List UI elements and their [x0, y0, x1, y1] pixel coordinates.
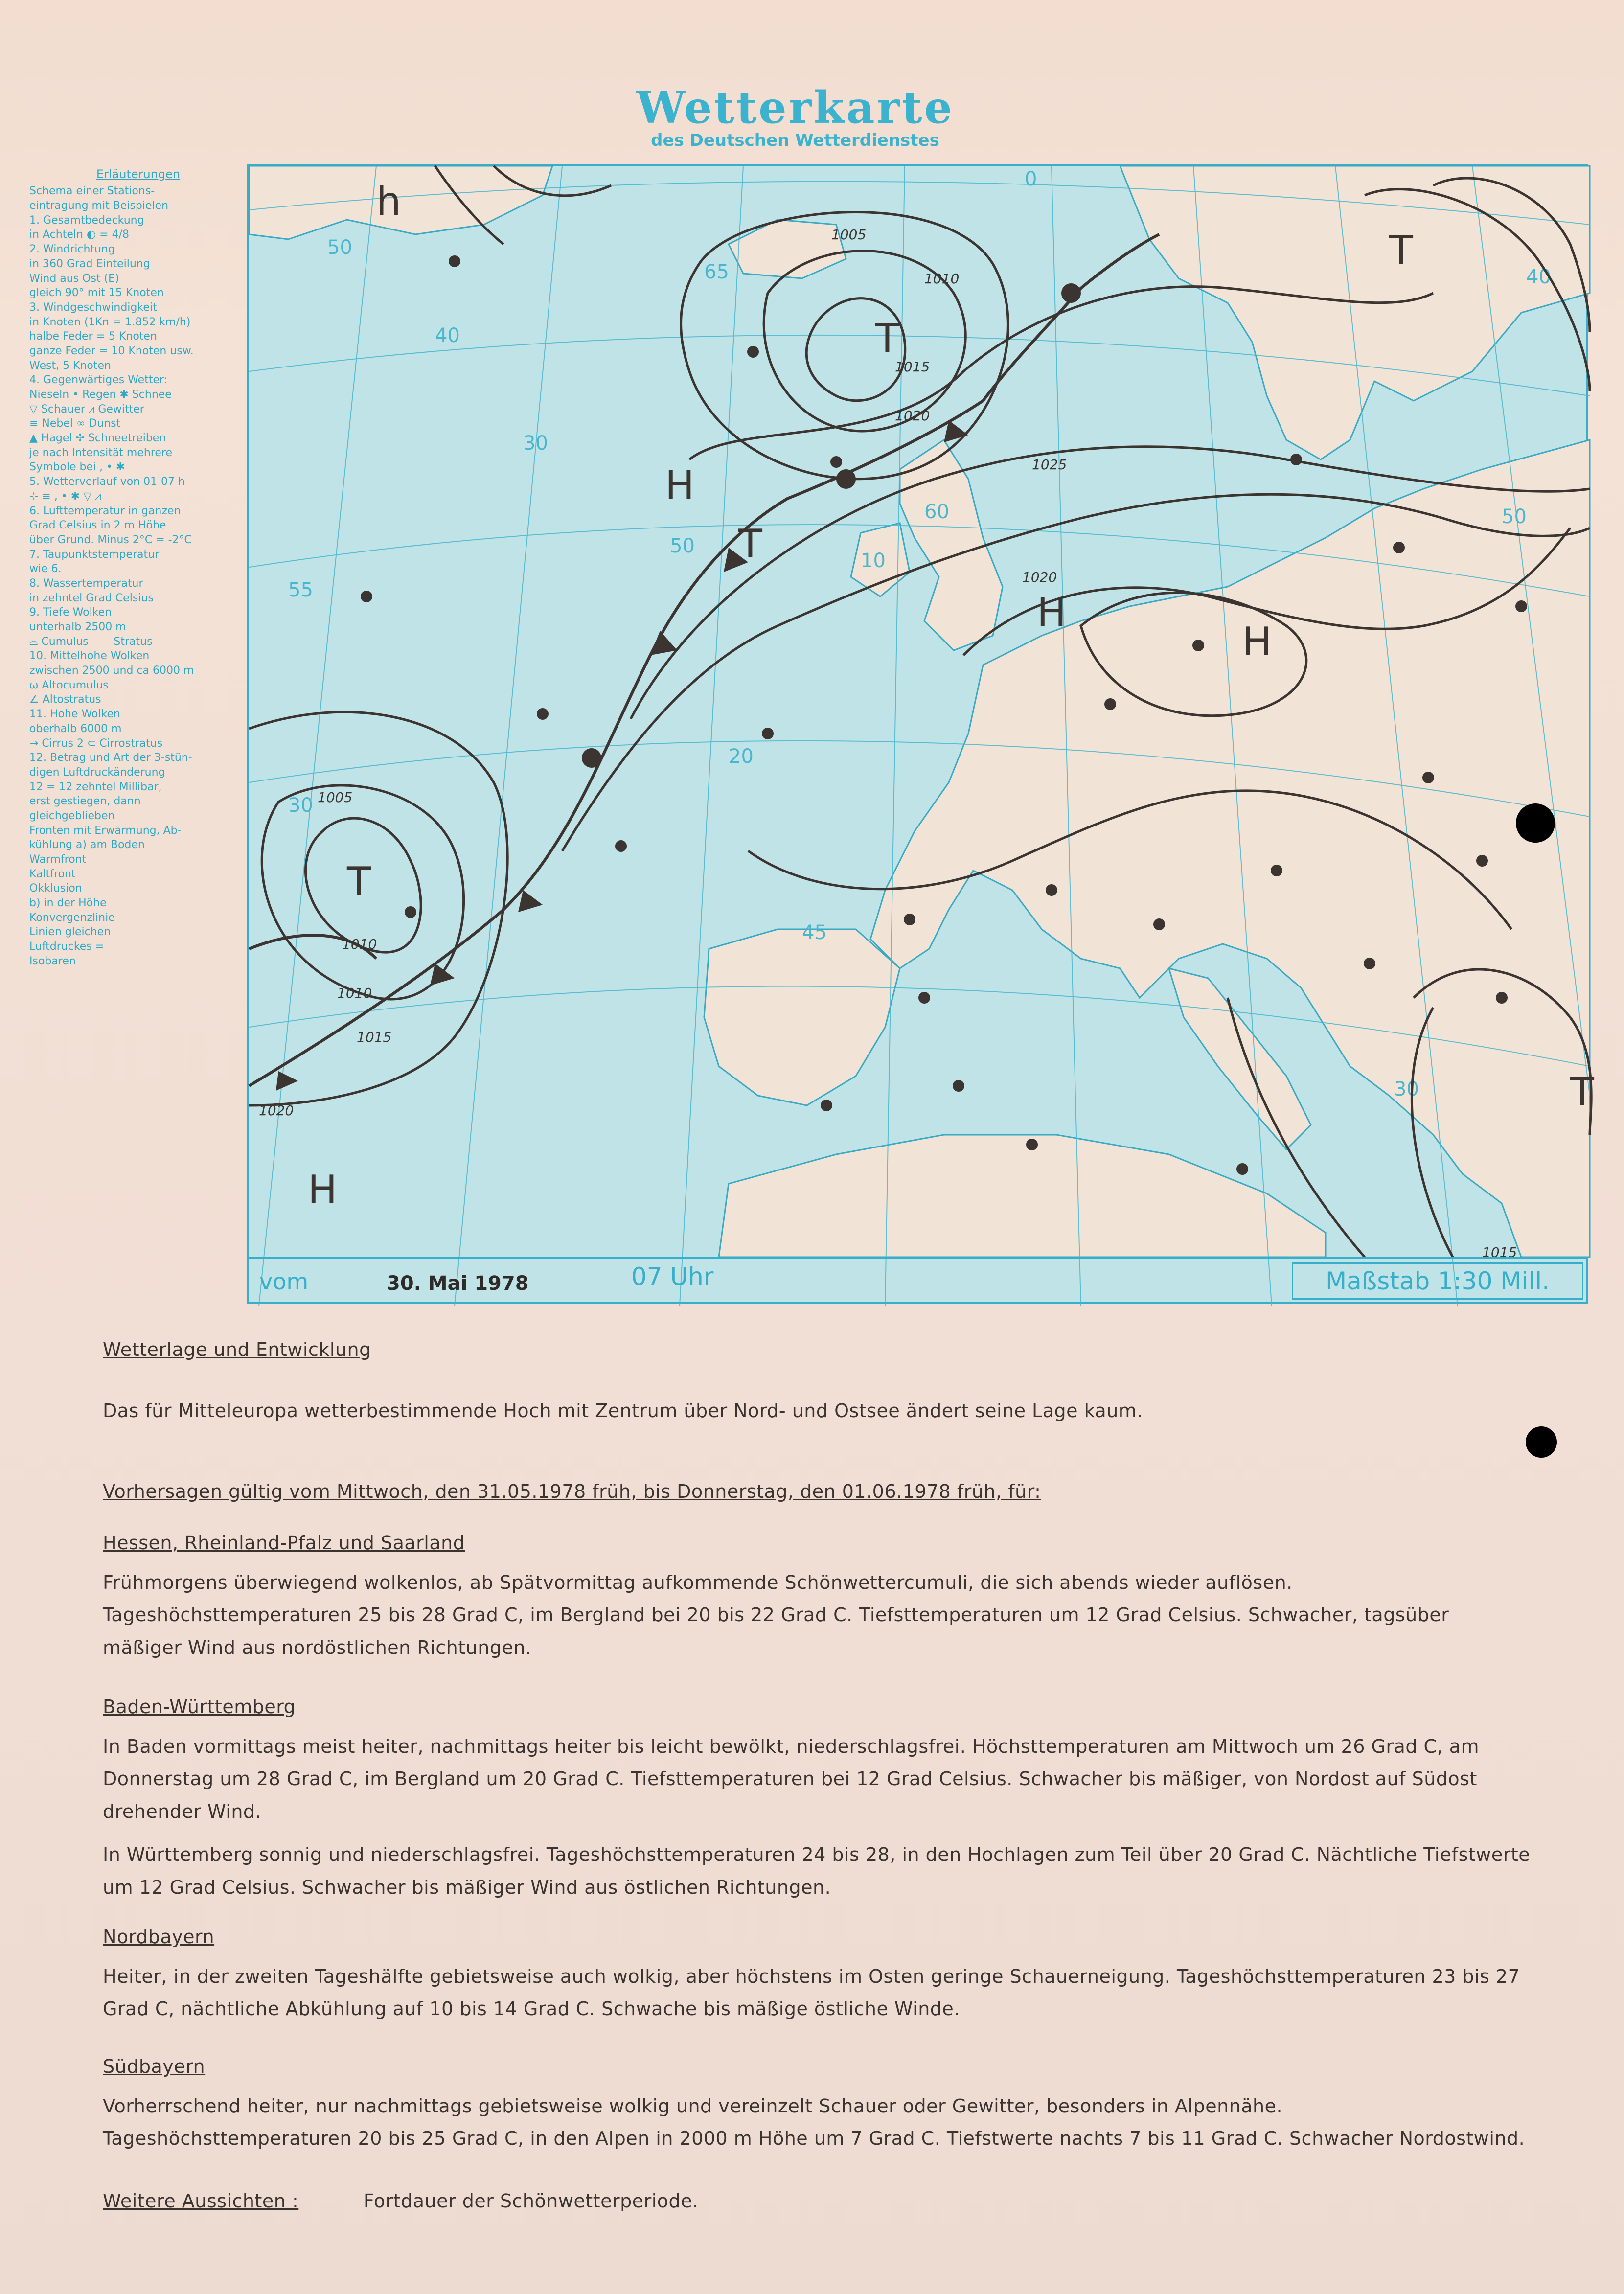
land-north-africa [719, 1135, 1326, 1257]
outlook-text: Fortdauer der Schönwetterperiode. [363, 2190, 699, 2212]
station-marker [1026, 1139, 1038, 1150]
isobar-label: 1010 [924, 271, 960, 287]
station-marker [1496, 992, 1508, 1004]
front-semicircle [582, 748, 601, 768]
forecast-block [103, 1475, 1532, 1508]
legend-item: oberhalb 6000 m [29, 722, 122, 735]
isobar-label: 1020 [895, 408, 930, 424]
page-title: Wetterkarte [636, 82, 954, 134]
station-marker [449, 255, 460, 267]
legend-item: 2. Windrichtung [29, 243, 115, 256]
low-pressure-center: T [347, 859, 371, 904]
legend-item: 4. Gegenwärtiges Wetter: [29, 374, 168, 387]
legend-item: ⌓ Cumulus - - - Stratus [29, 635, 153, 648]
legend-item: Symbole bei , • ✱ [29, 461, 125, 474]
map-vom-label: vom [259, 1268, 309, 1295]
legend-item: Schema einer Stations- [29, 185, 155, 198]
punch-hole [1526, 1426, 1557, 1458]
isobar-label: 1010 [342, 936, 377, 952]
legend-item: b) in der Höhe [29, 897, 107, 910]
station-marker [830, 456, 842, 468]
region-heading: Baden-Württemberg [103, 1696, 296, 1718]
grid-label: 40 [435, 324, 460, 347]
legend-item: Kaltfront [29, 868, 76, 880]
legend-item: erst gestiegen, dann [29, 795, 141, 808]
station-marker [1046, 884, 1057, 896]
station-marker [1476, 855, 1488, 867]
station-marker [747, 346, 759, 358]
station-marker [1236, 1163, 1248, 1175]
legend-items [29, 184, 247, 968]
legend-item: in Knoten (1Kn = 1.852 km/h) [29, 316, 191, 328]
grid-label: 65 [704, 261, 729, 283]
meridian-w30 [455, 166, 562, 1306]
station-marker [904, 914, 915, 925]
grid-label: 20 [729, 745, 754, 768]
grid-label: 30 [1394, 1078, 1419, 1101]
legend-item: zwischen 2500 und ca 6000 m [29, 665, 194, 677]
legend-item: 8. Wassertemperatur [29, 577, 143, 590]
legend-item: Fronten mit Erwärmung, Ab- [29, 824, 182, 837]
high-pressure-center: H [308, 1167, 338, 1213]
legend-item: 6. Lufttemperatur in ganzen [29, 505, 181, 517]
high-pressure-center: H [1037, 590, 1067, 635]
isobar-label: 1010 [337, 985, 372, 1001]
isobar-label: 1020 [1022, 569, 1057, 585]
front-semicircle [1061, 283, 1081, 303]
isobar [249, 712, 507, 1105]
high-pressure-center: H [665, 462, 695, 508]
region-suedbayern [103, 2050, 1532, 2155]
legend-item: wie 6. [29, 563, 62, 575]
grid-label: 60 [924, 501, 949, 523]
legend-item: je nach Intensität mehrere [29, 446, 173, 459]
legend-item: gleich 90° mit 15 Knoten [29, 287, 164, 299]
page-subtitle: des Deutschen Wetterdienstes [651, 131, 939, 150]
station-marker [361, 591, 372, 602]
legend-item: 3. Windgeschwindigkeit [29, 301, 157, 314]
map-hour: 07 Uhr [631, 1262, 714, 1291]
outlook-label: Weitere Aussichten : [103, 2190, 299, 2212]
legend-item: digen Luftdruckänderung [29, 766, 165, 779]
legend-item: Konvergenzlinie [29, 911, 115, 924]
legend-item: in Achteln ◐ = 4/8 [29, 229, 129, 241]
legend-item: ω Altocumulus [29, 679, 109, 691]
isobar-label: 1005 [831, 227, 867, 243]
region-baden-wuerttemberg [103, 1691, 1532, 1904]
legend-item: ≡ Nebel ∞ Dunst [29, 417, 121, 430]
land-iberia [704, 929, 900, 1105]
legend-item: über Grund. Minus 2°C = -2°C [29, 533, 192, 546]
region-paragraph: Vorherrschend heiter, nur nachmittags gebietsweise wolkig und vereinzelt Schauer oder Gewitter, besonders in Alpennähe. Tageshöchsttemperaturen 20 bis 25 Grad C, in den Alpen in 2000 m Höhe um 7 Grad C. Tiefstwerte nachts 7 bis 11 Grad C. Schwacher Nordostwind. [103, 2095, 1525, 2149]
region-hessen [103, 1527, 1532, 1664]
land-iceland [729, 220, 846, 278]
land-italy [1169, 968, 1311, 1149]
legend-item: in zehntel Grad Celsius [29, 592, 154, 604]
region-paragraph: Heiter, in der zweiten Tageshälfte gebietsweise auch wolkig, aber höchstens im Osten geringe Schauerneigung. Tageshöchsttemperaturen 23 bis 27 Grad C, nächtliche Abkühlung auf 10 bis 14 Grad C. Schwache bis mäßige östliche Winde. [103, 1965, 1520, 2019]
legend-item: 9. Tiefe Wolken [29, 606, 112, 619]
station-marker [405, 906, 416, 918]
station-marker [1104, 698, 1116, 710]
grid-label: 55 [288, 579, 313, 601]
front-triangle [430, 963, 455, 986]
legend-item: Luftdruckes = [29, 941, 105, 953]
legend-item: 1. Gesamtbedeckung [29, 214, 144, 227]
station-marker [1192, 640, 1204, 651]
station-marker [1422, 772, 1434, 783]
weak-low-center: h [376, 179, 401, 224]
grid-label: 50 [1502, 505, 1527, 528]
punch-hole [1516, 803, 1555, 843]
grid-label: 50 [670, 535, 695, 557]
station-marker [821, 1100, 832, 1111]
legend-item: in 360 Grad Einteilung [29, 257, 150, 270]
legend-item: Okklusion [29, 882, 82, 895]
legend-item: 10. Mittelhohe Wolken [29, 650, 150, 663]
station-marker [1290, 454, 1302, 465]
region-heading: Nordbayern [103, 1926, 215, 1948]
legend-item: ⊹ ≡ , • ✱ ▽ ⩘ [29, 490, 101, 503]
grid-label: 40 [1526, 266, 1551, 288]
grid-label: 30 [288, 794, 313, 817]
low-pressure-center: T [875, 316, 899, 361]
high-pressure-center: H [1242, 619, 1272, 665]
land-scandinavia [1120, 166, 1590, 459]
station-marker [1153, 918, 1165, 930]
grid-label: 45 [802, 921, 827, 944]
front-triangle [276, 1071, 298, 1091]
legend-item: Warmfront [29, 853, 87, 866]
section-situation [103, 1333, 1532, 1366]
legend-item: 11. Hohe Wolken [29, 708, 120, 721]
legend-item: 5. Wetterverlauf von 01-07 h [29, 476, 185, 488]
weather-map [247, 164, 1594, 1304]
isobar-label: 1015 [895, 359, 930, 375]
legend-item: unterhalb 2500 m [29, 621, 126, 634]
isobar-label: 1020 [259, 1102, 294, 1119]
front-triangle [518, 890, 543, 912]
legend-item: → Cirrus 2 ⊂ Cirrostratus [29, 737, 163, 750]
station-marker [762, 728, 774, 739]
map-legend [29, 166, 247, 1316]
legend-item: ganze Feder = 10 Knoten usw. [29, 344, 194, 357]
station-marker [1271, 865, 1282, 876]
legend-item: eintragung mit Beispielen [29, 200, 169, 212]
legend-item: ▲ Hagel ✢ Schneetreiben [29, 432, 166, 445]
legend-item: Nieseln • Regen ✱ Schnee [29, 389, 172, 401]
region-paragraph: Frühmorgens überwiegend wolkenlos, ab Spätvormittag aufkommende Schönwettercumuli, die sich abends wieder auflösen. Tageshöchsttemperaturen 25 bis 28 Grad C, im Bergland bei 20 bis 22 Grad C. Tiefsttemperaturen um 12 Grad Celsius. Schwacher, tagsüber mäßiger Wind aus nordöstlichen Richtungen. [103, 1571, 1449, 1658]
legend-item: 12 = 12 zehntel Millibar, [29, 780, 162, 793]
station-marker [615, 840, 627, 852]
legend-item: ∠ Altostratus [29, 693, 101, 706]
forecast-heading: Vorhersagen gültig vom Mittwoch, den 31.05.1978 früh, bis Donnerstag, den 01.06.1978 früh, für: [103, 1481, 1041, 1502]
grid-label: 10 [861, 550, 886, 572]
map-scale: Maßstab 1:30 Mill. [1292, 1262, 1583, 1300]
front-triangle [650, 631, 677, 655]
weather-map-svg [249, 166, 1594, 1306]
station-marker [1364, 958, 1375, 969]
station-marker [1393, 542, 1405, 553]
low-pressure-center: T [1389, 228, 1413, 273]
region-heading: Südbayern [103, 2056, 206, 2077]
situation-text: Das für Mitteleuropa wetterbestimmende Hoch mit Zentrum über Nord- und Ostsee ändert seine Lage kaum. [103, 1400, 1143, 1422]
front-semicircle [836, 469, 856, 489]
front-symbols [276, 283, 1081, 1091]
grid-label: 50 [327, 236, 352, 259]
meridian-w40 [259, 166, 376, 1306]
legend-heading: Erläuterungen [96, 167, 181, 181]
isobar-label: 1015 [357, 1029, 392, 1045]
legend-item: gleichgeblieben [29, 809, 115, 822]
grid-label: 0 [1025, 168, 1037, 190]
region-nordbayern [103, 1921, 1532, 2025]
region-paragraph: In Württemberg sonnig und niederschlagsfrei. Tageshöchsttemperaturen 24 bis 28, in den Hochlagen zum Teil über 20 Grad C. Nächtliche Tiefstwerte um 12 Grad Celsius. Schwacher bis mäßiger Wind aus östlichen Richtungen. [103, 1844, 1531, 1898]
isobar-label: 1015 [1482, 1244, 1517, 1261]
station-marker [537, 708, 549, 720]
legend-item: West, 5 Knoten [29, 359, 111, 372]
legend-item: Linien gleichen [29, 926, 111, 939]
grid-label: 30 [523, 432, 548, 455]
map-date: 30. Mai 1978 [387, 1272, 529, 1295]
region-paragraph: In Baden vormittags meist heiter, nachmittags heiter bis leicht bewölkt, niederschlagsfrei. Höchsttemperaturen am Mittwoch um 26 Grad C, am Donnerstag um 28 Grad C, im Bergland um 20 Grad C. Tiefsttemperaturen bei 12 Grad Celsius. Schwacher bis mäßiger, von Nordost auf Südost drehender Wind. [103, 1735, 1480, 1822]
legend-item: kühlung a) am Boden [29, 839, 145, 851]
legend-item: halbe Feder = 5 Knoten [29, 330, 157, 343]
legend-item: 7. Taupunktstemperatur [29, 548, 160, 561]
legend-item: 12. Betrag und Art der 3-stün- [29, 752, 192, 764]
occlusion-front [983, 234, 1159, 401]
legend-item: ▽ Schauer ⩘ Gewitter [29, 403, 144, 415]
outlook [103, 2185, 1532, 2218]
legend-item: Wind aus Ost (E) [29, 272, 119, 285]
isobar-label: 1025 [1032, 457, 1067, 473]
isobar-label: 1005 [318, 789, 353, 805]
section-heading: Wetterlage und Entwicklung [103, 1339, 371, 1360]
low-pressure-center: T [1570, 1069, 1594, 1115]
legend-item: Grad Celsius in 2 m Höhe [29, 519, 166, 532]
region-heading: Hessen, Rheinland-Pfalz und Saarland [103, 1532, 465, 1554]
station-marker [1515, 600, 1527, 612]
low-pressure-center: T [738, 521, 762, 567]
station-marker [953, 1080, 964, 1092]
legend-item: Isobaren [29, 955, 76, 967]
station-marker [918, 992, 930, 1004]
